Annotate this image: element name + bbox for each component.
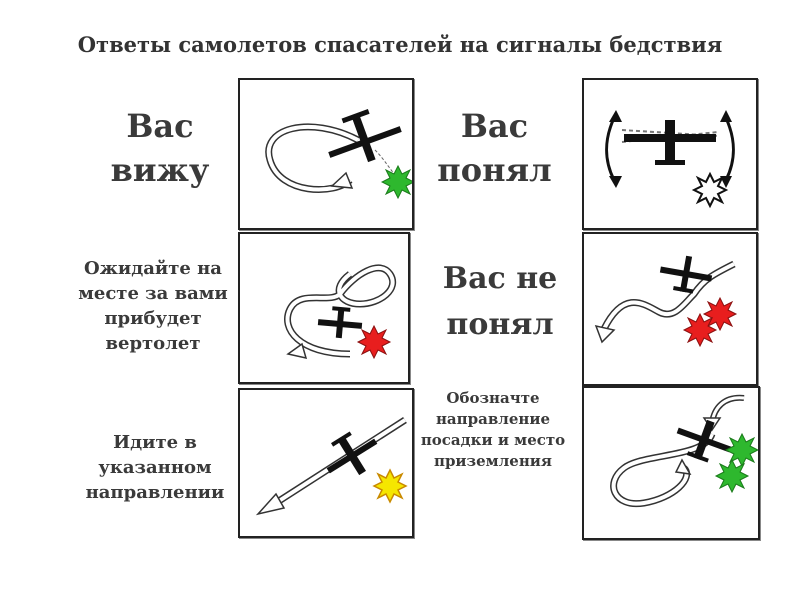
signal-label-line: направлении [85,482,225,503]
signal-diagram-mark-landing-drawing [584,388,758,538]
signal-burst-icon [358,326,390,358]
signal-diagram-understood [582,78,758,230]
arrowhead-icon [609,110,622,122]
signal-diagram-not-understood-drawing [584,234,756,384]
signal-label-line: Вас [460,107,529,145]
signal-diagram-understood-drawing [584,80,756,228]
signal-burst-icon [694,174,726,206]
airplane-icon [317,305,364,340]
signal-label-line: приземления [433,452,553,470]
signal-label-line: Вас не [442,261,558,296]
signal-burst-icon [382,166,412,198]
signal-burst-icon [726,434,758,466]
signal-label-line: понял [446,307,554,342]
signal-label-seen [95,104,225,192]
signal-label-go-direction [80,430,230,505]
signal-burst-icon [684,314,716,346]
signal-diagram-go-direction-drawing [240,390,412,536]
airplane-icon [319,101,408,174]
signal-label-mark-landing [418,388,568,472]
signal-label-line: Обозначте [446,389,540,407]
signal-burst-icon [716,460,748,492]
signal-label-line: Вас [126,107,194,145]
airplane-icon [317,423,387,488]
signal-label-line: вертолет [105,333,201,354]
signal-diagram-seen [238,78,414,230]
signal-label-line: вижу [110,151,210,189]
signal-label-line: Идите в [113,432,197,453]
airplane-icon [671,412,737,469]
signal-burst-icon [374,470,406,502]
signal-label-understood [432,104,557,192]
arrowhead-icon [609,176,622,188]
arrowhead-icon [288,344,306,358]
signal-diagram-go-direction [238,388,414,538]
signal-diagram-wait-helicopter-drawing [240,234,408,382]
signal-label-line: месте за вами [78,283,228,304]
arrowhead-icon [596,326,614,342]
signal-label-wait-helicopter [78,256,228,356]
arrowhead-icon [720,110,732,122]
airplane-icon [657,252,714,296]
signal-diagram-mark-landing [582,386,760,540]
airplane-icon [624,120,716,165]
signal-label-line: прибудет [104,308,202,329]
signal-label-line: посадки и место [420,431,566,449]
signal-label-line: понял [437,151,552,189]
signal-label-line: направление [435,410,551,428]
signal-label-line: Ожидайте на [84,258,222,279]
arrowhead-icon [676,460,690,474]
signal-diagram-seen-drawing [240,80,412,228]
arrowhead-icon [332,173,352,188]
signal-label-not-understood [430,256,570,348]
signal-label-line: указанном [98,457,212,478]
signal-diagram-wait-helicopter [238,232,410,384]
signal-diagram-not-understood [582,232,758,386]
page-title: Ответы самолетов спасателей на сигналы бедствия [77,32,723,57]
